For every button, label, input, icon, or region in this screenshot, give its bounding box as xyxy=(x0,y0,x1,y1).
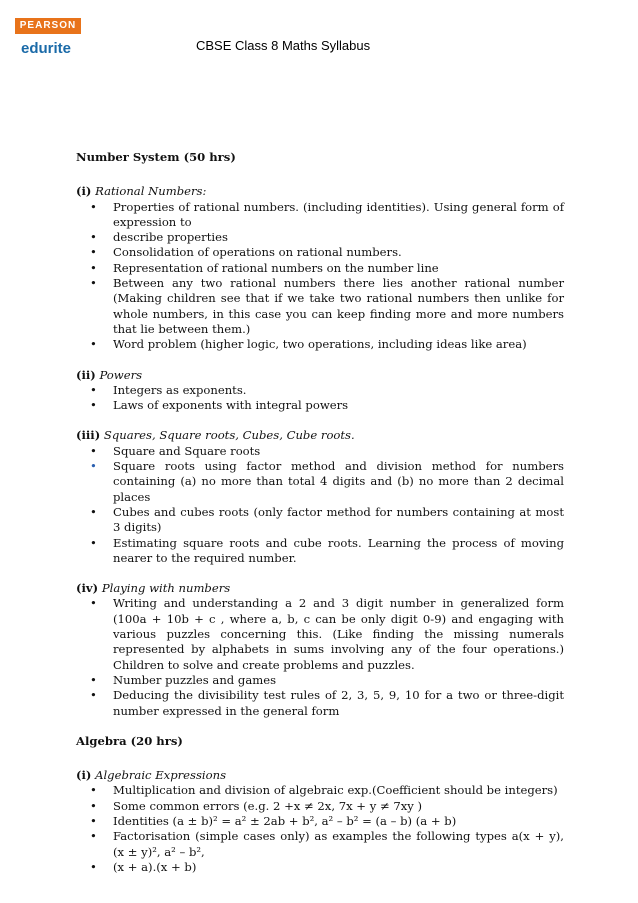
pearson-edurite-logo xyxy=(15,18,83,57)
bullet-list xyxy=(76,783,564,875)
bullet-list xyxy=(76,444,564,566)
list-item: • Square roots using factor method and division method for numbers containing (a) no more than total 4 digits and (b) no more than 2 decimal places xyxy=(76,459,564,505)
list-item: • Square and Square roots xyxy=(76,444,564,459)
subsection-heading: (ii) Powers xyxy=(76,367,143,382)
list-item: • Identities (a ± b)² = a² ± 2ab + b², a² – b² = (a – b) (a + b) xyxy=(76,814,564,829)
list-item: • Laws of exponents with integral powers xyxy=(76,398,564,413)
edurite-wordmark: edurite xyxy=(21,40,72,57)
syllabus-content xyxy=(76,150,564,890)
subsection-heading: (i) Rational Numbers: xyxy=(76,184,207,199)
list-item: • Properties of rational numbers. (including identities). Using general form of expression to xyxy=(76,200,564,231)
list-item: • Consolidation of operations on rational numbers. xyxy=(76,245,564,260)
page-header-title: CBSE Class 8 Maths Syllabus xyxy=(196,38,371,53)
list-item: • describe properties xyxy=(76,230,564,245)
subsection-heading: (iii) Squares, Square roots, Cubes, Cube roots. xyxy=(76,428,355,443)
list-item: • Some common errors (e.g. 2 +x ≠ 2x, 7x + y ≠ 7xy ) xyxy=(76,799,564,814)
subsection-heading: (iv) Playing with numbers xyxy=(76,581,231,596)
subsection-heading: (i) Algebraic Expressions xyxy=(76,768,227,783)
list-item: • (x + a).(x + b) xyxy=(76,860,564,875)
list-item: • Deducing the divisibility test rules of 2, 3, 5, 9, 10 for a two or three-digit number expressed in the general form xyxy=(76,688,564,719)
pearson-wordmark: PEARSON xyxy=(15,18,81,34)
list-item: • Factorisation (simple cases only) as examples the following types a(x + y), (x ± y)², a² – b², xyxy=(76,829,564,860)
bullet-list xyxy=(76,596,564,718)
list-item: • Writing and understanding a 2 and 3 digit number in generalized form (100a + 10b + c , where a, b, c can be only digit 0-9) and engaging with various puzzles concerning this. (Like finding the missing numerals represented by alphabets in sums involving any of the four operations.) Children to solve and create problems and puzzles. xyxy=(76,596,564,672)
section-title-number-system: Number System (50 hrs) xyxy=(76,150,236,164)
list-item: • Between any two rational numbers there lies another rational number (Making children see that if we take two rational numbers then unlike for whole numbers, in this case you can keep finding more and more numbers that lie between them.) xyxy=(76,276,564,337)
list-item: • Representation of rational numbers on the number line xyxy=(76,261,564,276)
list-item: • Estimating square roots and cube roots. Learning the process of moving nearer to the required number. xyxy=(76,536,564,567)
list-item: • Multiplication and division of algebraic exp.(Coefficient should be integers) xyxy=(76,783,564,798)
list-item: • Number puzzles and games xyxy=(76,673,564,688)
bullet-list xyxy=(76,383,564,414)
section-title-algebra: Algebra (20 hrs) xyxy=(76,733,183,748)
list-item: • Word problem (higher logic, two operations, including ideas like area) xyxy=(76,337,564,352)
bullet-list xyxy=(76,200,564,353)
list-item: • Integers as exponents. xyxy=(76,383,564,398)
list-item: • Cubes and cubes roots (only factor method for numbers containing at most 3 digits) xyxy=(76,505,564,536)
